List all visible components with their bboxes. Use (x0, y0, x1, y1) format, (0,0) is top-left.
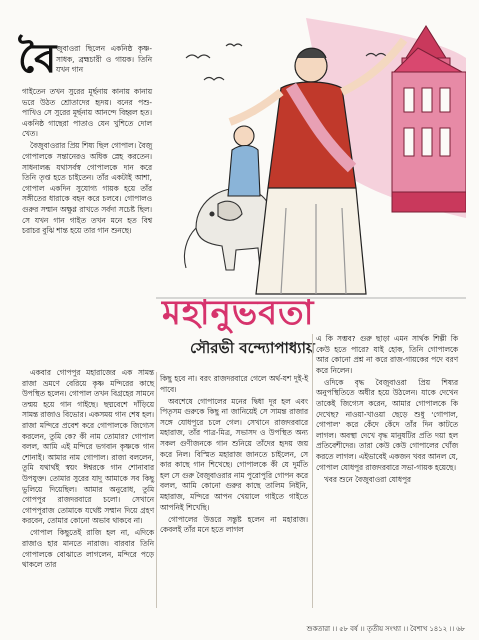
body-paragraph: গোপাল কিছুতেই রাজি হল না, এদিকে রাজাও হার মানতে নারাজ। বারবার তিনি গোপালকে বোঝাতে লাগলেন, মন্দিরে পড়ে থাকলে তার (22, 528, 154, 570)
intro-paragraph: গাইতেন তখন সুরের মূর্ছনায় কানায় কানায় ভরে উঠত শ্রোতাদের হৃদয়। বনের পশু-পাখিও সে সুরের মূর্ছনায় আনন্দে বিহ্বল হত। একনিষ্ঠ গাছেরা পাতাও যেন খুশিতে দোল খেত। (22, 87, 152, 139)
body-paragraph: একবার গোপপুর মহারাজের এক সামন্ত রাজা ভ্রমণে বেরিয়ে কৃষ্ণ মন্দিরের কাছে উপস্থিত হলেন। গোপাল তখন বিগ্রহের সামনে তন্ময় হয়ে গান গাইছে। ছদ্মবেশে দাঁড়িয়ে সামন্ত রাজাও বিভোর। একসময় গান শেষ হল। রাজা মন্দিরে প্রবেশ করে গোপালকে জিগ্যেস করলেন, তুমি কে? কী নাম তোমার? গোপাল বলল, আমি এই মন্দিরে ভগবান কৃষ্ণকে গান শোনাই। আমার নাম গোপাল। রাজা বললেন, তুমি যথার্থই স্বয়ং ঈশ্বরকে গান শোনাবার উপযুক্ত। তোমার সুরের যাদু আমাকে সব কিছু ভুলিয়ে দিয়েছিল। আমার অনুরোধ, তুমি গোপপুর রাজদরবারে চলো। সেখানে গোপপুরাজ তোমাকে যথেষ্ট সম্মান দিয়ে গ্রহণ করবেন, তোমার কোনো অভাব থাকবে না। (22, 368, 154, 526)
drop-cap: বৈ (18, 35, 57, 82)
body-paragraph: এ কি সম্ভব? গুরু ছাড়া এমন সার্থক শিল্পী কি কেউ হতে পারে? যাই হোক, তিনি গোপালকে আর কোনো প্রশ্ন না করে রাজ-গায়কের পদে বরণ করে নিলেন। (316, 334, 458, 375)
body-paragraph: ওদিকে বৃদ্ধ বৈজুবাওরা প্রিয় শিষ্যর অনুপস্থিতিতে অধীর হয়ে উঠলেন। যাকে দেখেন তাকেই জিগ্যেস করেন, আমার গোপালকে কি দেখেছ? নাওয়া-খাওয়া ছেড়ে শুধু 'গোপাল, গোপাল' করে কেঁদে কেঁদে তাঁর দিন কাটতে লাগল। অবস্থা দেখে বৃদ্ধ মানুষটির প্রতি দয়া হল প্রতিবেশীদের। তারা কেউ কেউ গোপালের খোঁজ করতে লাগল। এইভাবেই একজন খবর আনল যে, গোপাল যোধপুর রাজদরবারে সভা-গায়ক হয়েছে। (316, 377, 458, 472)
column-divider (312, 334, 313, 608)
body-column-1 (22, 368, 154, 572)
body-paragraph: কিছু হবে না। বরং রাজদরবারে গেলে অর্থ-যশ দুই-ই পাবে। (160, 374, 308, 394)
body-paragraph: খবর শুনে বৈজুবাওরা যোধপুর (324, 474, 411, 484)
body-paragraph: গোপালের উত্তরে সন্তুষ্ট হলেন না মহারাজ। কেবলই তাঁর মনে হতে লাগল (160, 514, 308, 535)
intro-paragraph: বৈজুবাওরার প্রিয় শিষ্য ছিল গোপাল। বৈজু গোপালকে সন্তানেরও অধিক স্নেহ করতেন। সাধনালব্ধ যথাসর্বস্ব গোপালকে দান করে তিনি তৃপ্ত হতে চাইতেন। তাঁর একটাই আশা, গোপাল একদিন সুযোগ্য গায়ক হয়ে তাঁর সঙ্গীতের ধারাকে বহন করে চলবে। গোপালও গুরুর সম্মান অক্ষুণ্ণ রাখতে সর্বদা সচেষ্ট ছিল। সে যখন গান গাইত তখন মনে হত বিশ্ব চরাচর বুঝি শান্ত হয়ে তার গান শুনছে। (22, 141, 152, 236)
story-illustration (156, 18, 466, 306)
article-title: মহানুভবতা (162, 293, 315, 333)
page-footer: শুকতারা ।। ৫৮ বর্ষ ।। তৃতীয় সংখ্যা ।। বৈশাখ ১৪১২ ।। ৬৮ (306, 625, 465, 633)
body-paragraph: অবশেষে গোপালের মনের দ্বিধা দূর হল এবং পিতৃসম গুরুকে কিছু না জানিয়েই সে সামন্ত রাজার সঙ্গে যোধপুরে চলে গেল। সেখানে রাজদরবারে মহারাজ, তাঁর পাত্র-মিত্র, সভাসদ ও উপস্থিত অন্য সকল গুণীজনকে গান শুনিয়ে তাঁদের হৃদয় জয় করে নিল। বিস্মিত মহারাজ জানতে চাইলেন, সে কার কাছে গান শিখেছে। গোপালকে কী যে দুর্মতি হল সে গুরু বৈজুবাওরার নাম পুরোপুরি গোপন করে বলল, আমি কোনো গুরুর কাছে তালিম নিইনি, মহারাজ, মন্দিরে আপন খেয়ালে গাইতে গাইতে আপনিই শিখেছি। (160, 396, 308, 512)
body-column-3 (316, 334, 458, 487)
column-divider (156, 372, 157, 608)
intro-lead: জুবাওরা ছিলেন একনিষ্ঠ কৃষ্ণ-সাধক, ব্রহ্মচারী ও গায়ক। তিনি যখন গান (56, 44, 152, 75)
body-column-2 (160, 374, 308, 537)
intro-column (22, 87, 152, 238)
disciple-figure (228, 126, 260, 196)
article-author: সৌরভী বন্দ্যোপাধ্যায় (190, 339, 315, 357)
